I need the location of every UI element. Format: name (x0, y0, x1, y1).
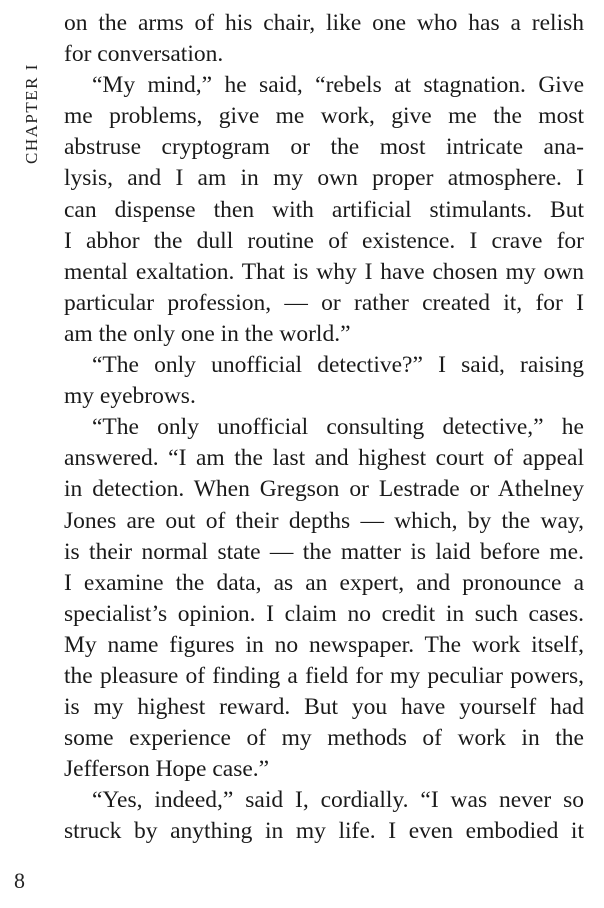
text-line: “The only unofficial consulting detective,” he (92, 414, 584, 441)
chapter-label: CHAPTER I (22, 63, 41, 164)
text-line: “The only unofficial detective?” I said, raising (92, 352, 584, 379)
text-line: me problems, give me work, give me the most (64, 103, 584, 130)
text-line: abstruse cryptogram or the most intricate ana- (64, 134, 584, 161)
text-line: the pleasure of finding a field for my peculiar powers, (64, 662, 584, 689)
running-head (20, 14, 40, 164)
text-line: for conversation. (64, 41, 224, 68)
text-line: My name figures in no newspaper. The work itself, (64, 631, 584, 658)
text-line: in detection. When Gregson or Lestrade or Athelney (64, 476, 584, 503)
text-line: am the only one in the world.” (64, 320, 351, 347)
body-text (64, 8, 584, 848)
text-line: my eyebrows. (64, 383, 196, 410)
text-line: Jefferson Hope case.” (64, 756, 270, 783)
text-line: struck by anything in my life. I even embodied it (64, 818, 584, 845)
text-line: “Yes, indeed,” said I, cordially. “I was never so (92, 787, 584, 814)
text-line: answered. “I am the last and highest court of appeal (64, 445, 584, 472)
page-number: 8 (14, 868, 25, 893)
text-line: “My mind,” he said, “rebels at stagnation. Give (92, 72, 584, 99)
text-line: mental exaltation. That is why I have chosen my own (64, 258, 584, 285)
text-line: some experience of my methods of work in the (64, 725, 584, 752)
text-line: Jones are out of their depths — which, by the way, (64, 507, 584, 534)
text-line: I examine the data, as an expert, and pronounce a (64, 569, 584, 596)
text-line: can dispense then with artificial stimulants. But (64, 196, 584, 223)
text-line: particular profession, — or rather created it, for I (64, 289, 584, 316)
text-line: lysis, and I am in my own proper atmosphere. I (64, 165, 584, 192)
text-line: I abhor the dull routine of existence. I crave for (64, 227, 584, 254)
text-line: on the arms of his chair, like one who has a relish (64, 10, 584, 36)
text-line: specialist’s opinion. I claim no credit in such cases. (64, 600, 584, 627)
text-line: is my highest reward. But you have yourself had (64, 694, 584, 721)
text-line: is their normal state — the matter is laid before me. (64, 538, 584, 565)
